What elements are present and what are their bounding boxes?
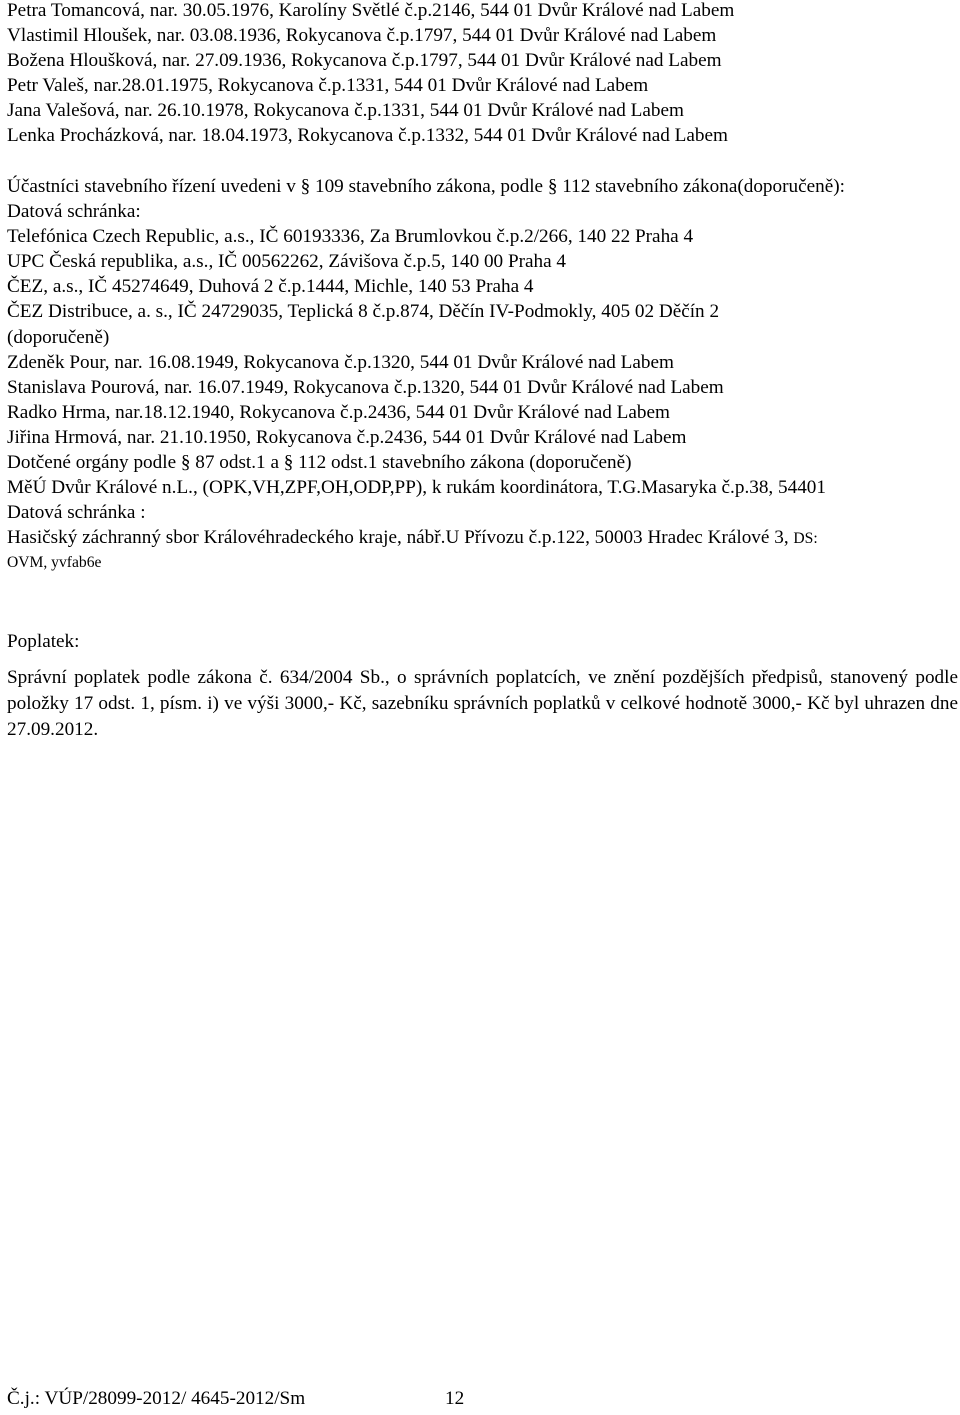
- fee-paragraph: Správní poplatek podle zákona č. 634/2004 Sb., o správních poplatcích, ve znění pozdějších předpisů, stanovený podle položky 17 odst. 1, písm. i) ve výši 3000,- Kč, sazebníku správních poplatků v celkové hodnotě 3000,- Kč byl uhrazen dne 27.09.2012.: [7, 667, 958, 740]
- organs-text: 87 odst.1 a: [190, 452, 284, 474]
- list-item: Radko Hrma, nar.18.12.1940, Rokycanova č.p.2436, 544 01 Dvůr Králové nad Labem: [7, 401, 670, 423]
- list-item: OVM, yvfab6e: [7, 554, 102, 572]
- list-item: Vlastimil Hloušek, nar. 03.08.1936, Rokycanova č.p.1797, 544 01 Dvůr Králové nad Labem: [7, 25, 717, 47]
- list-item: Jiřina Hrmová, nar. 21.10.1950, Rokycanova č.p.2436, 544 01 Dvůr Králové nad Labem: [7, 426, 687, 448]
- data-box-heading: Datová schránka :: [7, 502, 146, 524]
- section-sign: §: [300, 176, 311, 197]
- organs-text: Dotčené orgány podle: [7, 452, 181, 474]
- list-item: Petra Tomancová, nar. 30.05.1976, Karolíny Světlé č.p.2146, 544 01 Dvůr Králové nad Labem: [7, 0, 735, 21]
- affected-organs-line: [7, 450, 957, 475]
- list-item: [7, 525, 957, 550]
- document-reference: Č.j.: VÚP/28099-2012/ 4645-2012/Sm: [7, 1388, 306, 1409]
- organs-text: 112 odst.1 stavebního zákona (doporučeně): [293, 452, 632, 474]
- list-item: Zdeněk Pour, nar. 16.08.1949, Rokycanova č.p.1320, 544 01 Dvůr Králové nad Labem: [7, 351, 674, 373]
- participants-intro: [7, 174, 957, 199]
- list-item: ČEZ, a.s., IČ 45274649, Duhová 2 č.p.1444, Michle, 140 53 Praha 4: [7, 276, 534, 298]
- list-item: Datová schránka:: [7, 201, 141, 223]
- neighbors-list: [7, 0, 957, 149]
- section-sign: §: [547, 176, 558, 197]
- fee-heading-text: Poplatek:: [7, 631, 80, 652]
- intro-text: Účastníci stavebního řízení uvedeni v: [7, 176, 301, 197]
- list-item: Telefónica Czech Republic, a.s., IČ 60193336, Za Brumlovkou č.p.2/266, 140 22 Praha 4: [7, 226, 694, 248]
- list-item: UPC Česká republika, a.s., IČ 00562262, Závišova č.p.5, 140 00 Praha 4: [7, 251, 567, 273]
- section-sign: §: [283, 452, 294, 474]
- fee-heading: [7, 629, 957, 654]
- list-item: (doporučeně): [7, 326, 110, 348]
- page-number: 12: [445, 1388, 465, 1409]
- list-item: Lenka Procházková, nar. 18.04.1973, Rokycanova č.p.1332, 544 01 Dvůr Králové nad Labem: [7, 125, 728, 147]
- list-item: Petr Valeš, nar.28.01.1975, Rokycanova č.p.1331, 544 01 Dvůr Králové nad Labem: [7, 75, 649, 97]
- list-item: Jana Valešová, nar. 26.10.1978, Rokycanova č.p.1331, 544 01 Dvůr Králové nad Labem: [7, 100, 684, 122]
- list-item: MěÚ Dvůr Králové n.L., (OPK,VH,ZPF,OH,ODP,PP), k rukám koordinátora, T.G.Masaryka č.p.38, 54401: [7, 477, 826, 499]
- intro-text: 109 stavebního zákona, podle: [310, 176, 548, 197]
- ds-label: DS:: [793, 530, 818, 548]
- list-item: ČEZ Distribuce, a. s., IČ 24729035, Teplická 8 č.p.874, Děčín IV-Podmokly, 405 02 Děčín 2: [7, 301, 720, 323]
- participants-section: [7, 174, 957, 576]
- list-item: Božena Hloušková, nar. 27.09.1936, Rokycanova č.p.1797, 544 01 Dvůr Králové nad Labem: [7, 50, 722, 72]
- list-item: Stanislava Pourová, nar. 16.07.1949, Rokycanova č.p.1320, 544 01 Dvůr Králové nad Labem: [7, 376, 724, 398]
- hzs-text: Hasičský záchranný sbor Královéhradeckého kraje, nábř.U Přívozu č.p.122, 50003 Hradec Králové 3,: [7, 527, 794, 549]
- section-sign: §: [180, 452, 191, 474]
- intro-text: 112 stavebního zákona(doporučeně):: [557, 176, 845, 197]
